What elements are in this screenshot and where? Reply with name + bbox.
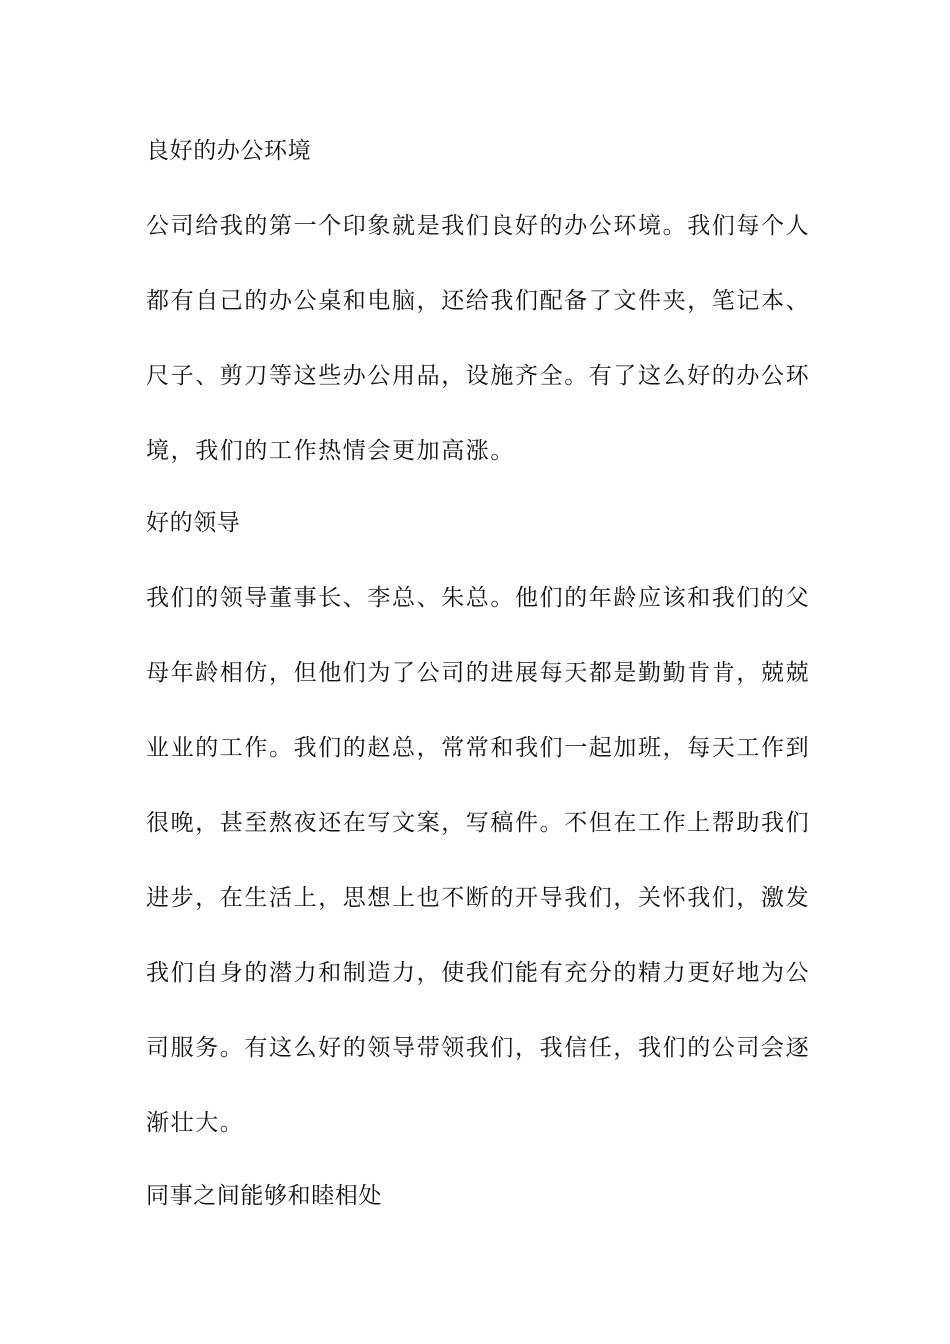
section-heading-colleague-harmony: 同事之间能够和睦相处 — [146, 1183, 382, 1209]
paragraph-line: 境，我们的工作热情会更加高涨。 — [146, 438, 515, 464]
paragraph-line: 很晚，甚至熬夜还在写文案，写稿件。不但在工作上帮助我们 — [146, 810, 811, 836]
section-heading-office-environment: 良好的办公环境 — [146, 138, 312, 164]
paragraph-line: 进步，在生活上，思想上也不断的开导我们，关怀我们，激发 — [146, 885, 811, 911]
paragraph-line: 渐壮大。 — [146, 1110, 245, 1136]
paragraph-line: 业业的工作。我们的赵总，常常和我们一起加班，每天工作到 — [146, 735, 811, 761]
paragraph-line: 我们的领导董事长、李总、朱总。他们的年龄应该和我们的父 — [146, 585, 811, 611]
paragraph-line: 公司给我的第一个印象就是我们良好的办公环境。我们每个人 — [146, 213, 811, 239]
paragraph-line: 母年龄相仿，但他们为了公司的进展每天都是勤勤肯肯，兢兢 — [146, 660, 811, 686]
section-heading-good-leadership: 好的领导 — [146, 510, 241, 536]
paragraph-line: 都有自己的办公桌和电脑，还给我们配备了文件夹，笔记本、 — [146, 288, 811, 314]
paragraph-line: 我们自身的潜力和制造力，使我们能有充分的精力更好地为公 — [146, 960, 811, 986]
paragraph-line: 司服务。有这么好的领导带领我们，我信任，我们的公司会逐 — [146, 1035, 811, 1061]
paragraph-line: 尺子、剪刀等这些办公用品，设施齐全。有了这么好的办公环 — [146, 363, 811, 389]
